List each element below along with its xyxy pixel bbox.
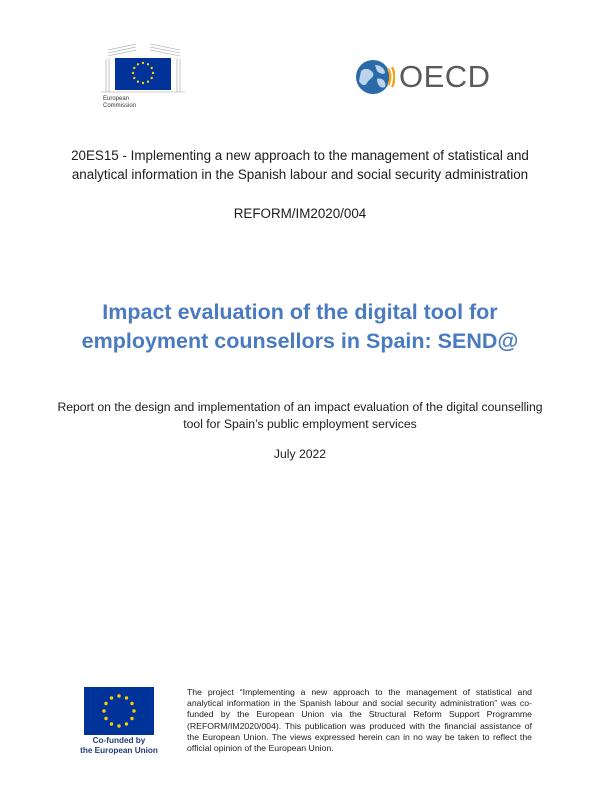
cofunded-line1: Co-funded by xyxy=(92,736,146,745)
funding-disclaimer: The project “Implementing a new approach to the management of statistical and analytical information in the Spanish labour and social security administration” was co-funded by the European Union via the Structural Reform Support Programme (REFORM/IM2020/004). This publication was produced with the financial assistance of the European Union. The views expressed herein can in no way be taken to reflect the official opinion of the European Union. xyxy=(187,687,532,754)
globe-icon xyxy=(355,57,395,97)
report-subtitle-line2: tool for Spain’s public employment services xyxy=(183,417,417,431)
project-title xyxy=(40,146,560,184)
project-title-line2: analytical information in the Spanish labour and social security administration xyxy=(71,167,529,182)
oecd-logo xyxy=(355,55,491,99)
report-title-line1: Impact evaluation of the digital tool for xyxy=(102,300,498,324)
european-commission-caption xyxy=(103,96,136,110)
report-date: July 2022 xyxy=(273,447,327,461)
report-subtitle xyxy=(40,399,560,433)
ec-caption-line2: Commission xyxy=(103,103,137,109)
ec-caption-line1: European xyxy=(103,96,130,102)
cofunded-label xyxy=(72,736,166,756)
report-subtitle-line1: Report on the design and implementation of an impact evaluation of the digital counselling xyxy=(57,400,543,414)
eu-flag-icon xyxy=(84,687,154,735)
report-title-line2: employment counsellors in Spain: SEND@ xyxy=(81,329,519,353)
cofunded-line2: the European Union xyxy=(80,746,158,755)
report-title xyxy=(40,298,560,356)
project-reference: REFORM/IM2020/004 xyxy=(233,206,367,221)
project-title-line1: 20ES15 - Implementing a new approach to the management of statistical and xyxy=(71,148,529,163)
oecd-wordmark: OECD xyxy=(399,59,491,94)
